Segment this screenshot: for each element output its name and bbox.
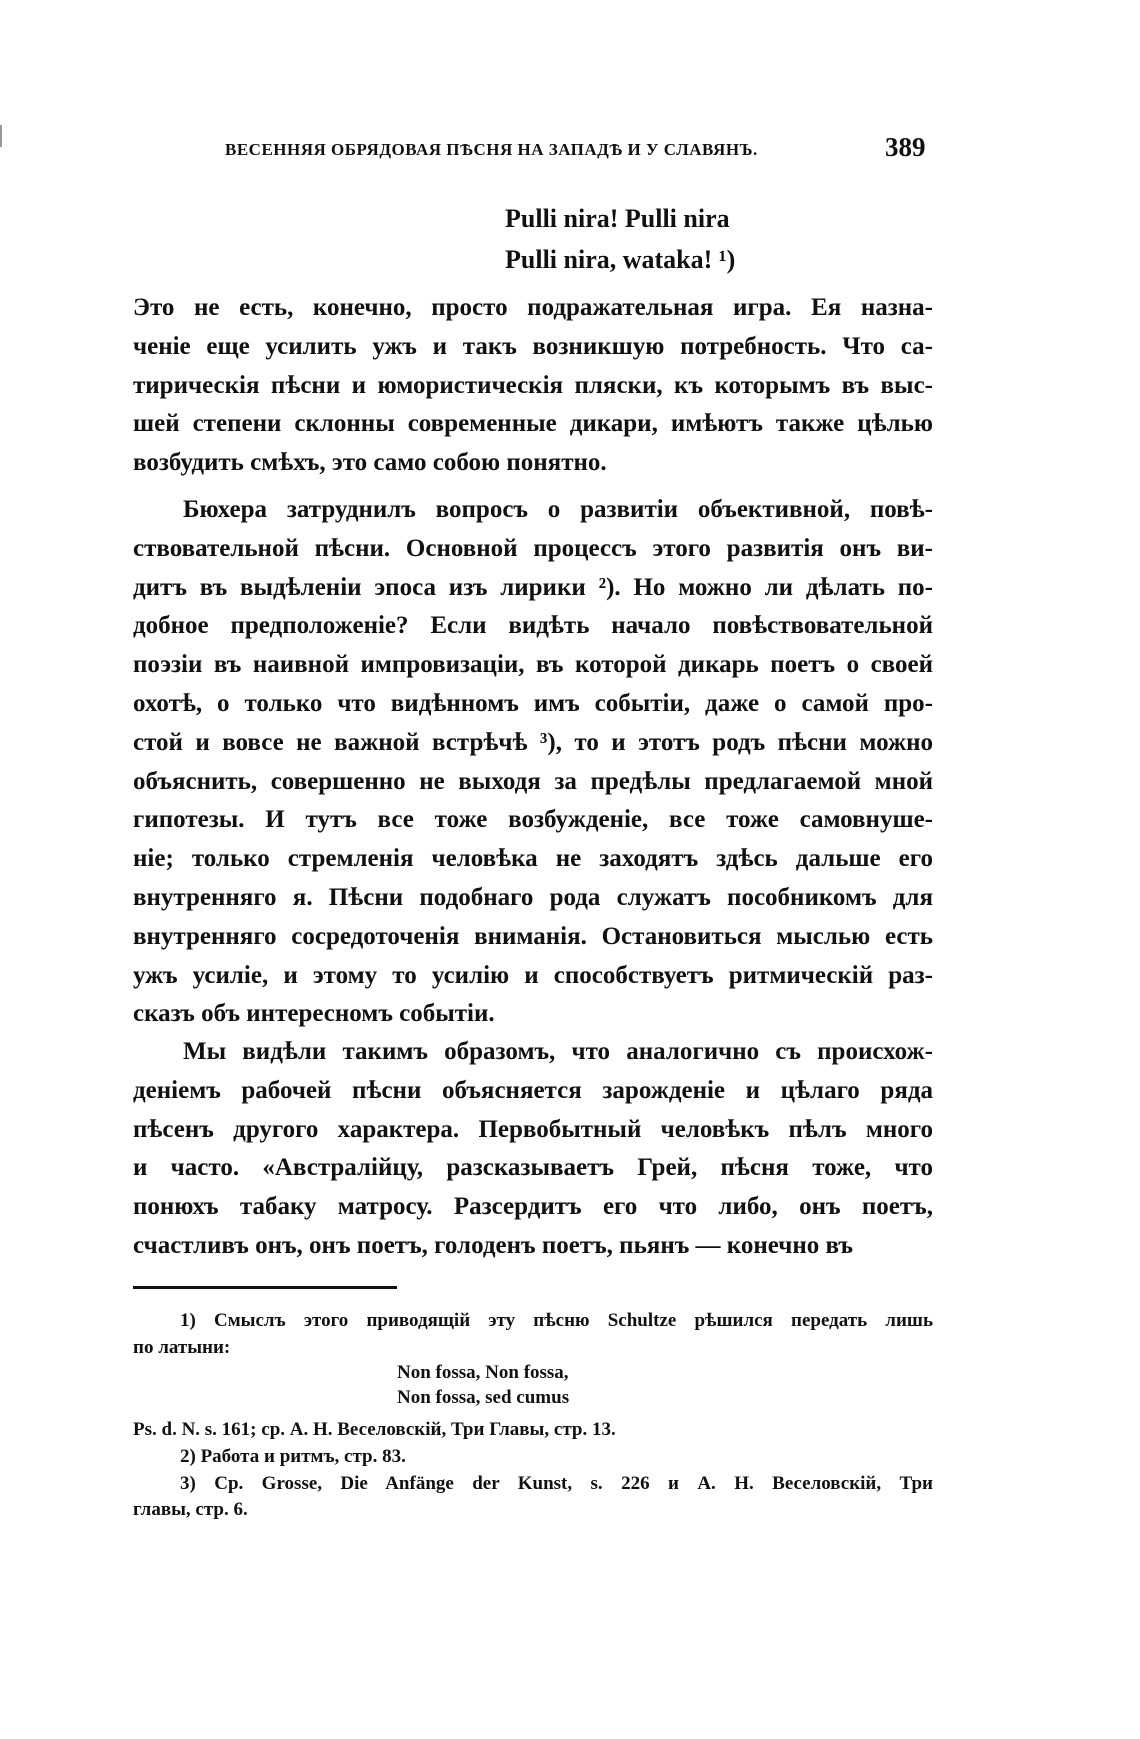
verse-text: Pulli nira! Pulli nira bbox=[505, 204, 730, 233]
page-number: 389 bbox=[885, 132, 926, 162]
footnote-verse: Non fossa, Non fossa, bbox=[397, 1362, 569, 1383]
footnote-3: 3) Ср. Grosse, Die Anfänge der Kunst, s. 226 и А. Н. Веселовскій, Три bbox=[180, 1473, 933, 1494]
running-title: ВЕСЕННЯЯ ОБРЯДОВАЯ ПѢСНЯ НА ЗАПАДѢ И У СЛАВЯНЪ. bbox=[225, 140, 758, 159]
text-line: счастливъ онъ, онъ поетъ, голоденъ поетъ, пьянъ — конечно въ bbox=[133, 1232, 853, 1259]
text-line: дитъ въ выдѣленіи эпоса изъ лирики ²). Но можно ли дѣлать по- bbox=[133, 573, 933, 601]
text-line: возбудить смѣхъ, это само собою понятно. bbox=[133, 449, 607, 477]
text-line: ченіе еще усилить ужъ и такъ возникшую потребность. Что са- bbox=[133, 332, 933, 360]
text-line: Это не есть, конечно, просто подражательная игра. Ея назна- bbox=[133, 294, 933, 321]
text-line: ніе; только стремленія человѣка не заходятъ здѣсь дальше его bbox=[133, 845, 933, 873]
footnote-2: 2) Работа и ритмъ, стр. 83. bbox=[180, 1446, 406, 1467]
verse-text: Pulli nira, wataka! ¹) bbox=[505, 245, 736, 274]
footnote-3-cont: главы, стр. 6. bbox=[133, 1499, 248, 1520]
text-line: ужъ усиліе, и этому то усилію и способствуетъ ритмическій раз- bbox=[133, 961, 933, 989]
text-line: охотѣ, о только что видѣнномъ имъ событіи, даже о самой про- bbox=[133, 690, 933, 717]
footnote-1-source: Ps. d. N. s. 161; ср. А. Н. Веселовскій, Три Главы, стр. 13. bbox=[133, 1419, 616, 1440]
text-line: понюхъ табаку матросу. Разсердитъ его что либо, онъ поетъ, bbox=[133, 1193, 933, 1221]
text-line: внутренняго я. Пѣсни подобнаго рода служатъ пособникомъ для bbox=[133, 884, 933, 911]
scan-margin-mark bbox=[0, 125, 2, 147]
text-line: внутренняго сосредоточенія вниманія. Остановиться мыслью есть bbox=[133, 922, 933, 950]
text-line: стой и вовсе не важной встрѣчѣ ³), то и этотъ родъ пѣсни можно bbox=[133, 728, 933, 756]
text-line: добное предположеніе? Если видѣть начало повѣствовательной bbox=[133, 612, 933, 640]
text-line: поэзіи въ наивной импровизаціи, въ которой дикарь поетъ о своей bbox=[133, 651, 933, 679]
footnote-verse: Non fossa, sed cumus bbox=[397, 1387, 570, 1408]
text-line: пѣсенъ другого характера. Первобытный человѣкъ пѣлъ много bbox=[133, 1115, 933, 1143]
text-line: деніемъ рабочей пѣсни объясняется зарожденіе и цѣлаго ряда bbox=[133, 1076, 933, 1104]
footnote-1-cont: по латыни: bbox=[133, 1337, 231, 1358]
footnote-1: 1) Смыслъ этого приводящій эту пѣсню Schultze рѣшился передать лишь bbox=[180, 1310, 933, 1331]
text-line: гипотезы. И тутъ все тоже возбужденіе, все тоже самовнуше- bbox=[133, 806, 933, 834]
text-line: и часто. «Австралійцу, разсказываетъ Грей, пѣсня тоже, что bbox=[133, 1154, 933, 1182]
text-line: тирическія пѣсни и юмористическія пляски, къ которымъ въ выс- bbox=[133, 371, 933, 399]
text-line: Мы видѣли такимъ образомъ, что аналогично съ происхож- bbox=[183, 1038, 933, 1065]
text-line: ствовательной пѣсни. Основной процессъ этого развитія онъ ви- bbox=[133, 534, 933, 562]
text-line: объяснить, совершенно не выходя за предѣлы предлагаемой мной bbox=[133, 767, 933, 795]
verse-line bbox=[0, 245, 1140, 275]
text-line: Бюхера затруднилъ вопросъ о развитіи объективной, повѣ- bbox=[183, 496, 933, 523]
text-line: сказъ объ интересномъ событіи. bbox=[133, 1000, 495, 1028]
text-line: шей степени склонны современные дикари, имѣютъ также цѣлью bbox=[133, 410, 933, 438]
footnote-rule bbox=[133, 1286, 397, 1289]
verse-line bbox=[0, 204, 1140, 234]
